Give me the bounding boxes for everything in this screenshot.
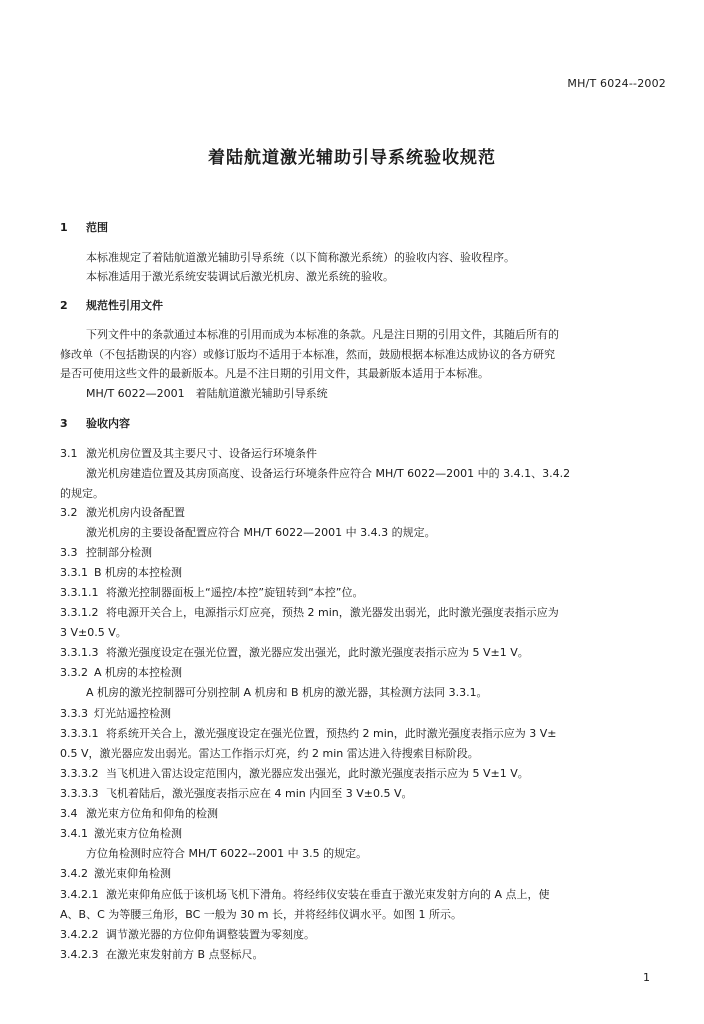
clause-line [60,566,670,580]
clause-line [60,727,670,741]
clause-number: 3.4 [60,807,78,820]
clause-number: 3 [60,417,68,430]
line-text: 当飞机进入雷达设定范围内，激光器应发出强光，此时激光强度表指示应为 5 V±1 V。 [106,767,529,780]
line-text: 修改单（不包括勘误的内容）或修订版均不适用于本标准，然而，鼓励根据本标准达成协议的各方研究 [60,348,555,361]
line-text: 激光束仰角检测 [94,867,171,880]
clause-line [60,447,670,461]
line-text: 下列文件中的条款通过本标准的引用而成为本标准的条款。凡是注日期的引用文件，其随后所有的 [86,328,559,341]
line-text: 是否可使用这些文件的最新版本。凡是不注日期的引用文件，其最新版本适用于本标准。 [60,367,489,380]
clause-line [60,807,670,821]
clause-number: 3.3.2 [60,666,88,679]
line-text: 验收内容 [86,417,130,430]
paragraph-line [86,251,670,265]
clause-number: 3.1 [60,447,78,460]
paragraph-line [60,908,670,922]
clause-number: 1 [60,221,68,234]
line-text: 将激光控制器面板上“遥控/本控”旋钮转到“本控”位。 [106,586,364,599]
paragraph-line [60,348,670,362]
line-text: 激光机房建造位置及其房顶高度、设备运行环境条件应符合 MH/T 6022—2001 中的 3.4.1、3.4.2 [86,467,571,480]
clause-number: 3.3.3 [60,707,88,720]
clause-number: 3.2 [60,506,78,519]
section-heading [60,221,670,235]
clause-line [60,888,670,902]
clause-number: 3.4.1 [60,827,88,840]
line-text: B 机房的本控检测 [94,566,183,579]
paragraph-line [60,747,670,761]
line-text: 本标准规定了着陆航道激光辅助引导系统（以下简称激光系统）的验收内容、验收程序。 [86,251,515,264]
line-text: 灯光站遥控检测 [94,707,171,720]
clause-number: 3.3.1.1 [60,586,99,599]
paragraph-line [60,626,670,640]
line-text: 激光机房位置及其主要尺寸、设备运行环境条件 [86,447,317,460]
line-text: 本标准适用于激光系统安装调试后激光机房、激光系统的验收。 [86,270,394,283]
clause-line [60,707,670,721]
line-text: 范围 [86,221,108,234]
clause-line [60,606,670,620]
line-text: A 机房的激光控制器可分别控制 A 机房和 B 机房的激光器，其检测方法同 3.3.1。 [86,686,488,699]
clause-number: 3.3 [60,546,78,559]
clause-line [60,767,670,781]
line-text: 控制部分检测 [86,546,152,559]
clause-line [60,666,670,680]
line-text: 3 V±0.5 V。 [60,626,127,639]
clause-number: 3.3.3.1 [60,727,99,740]
line-text: 激光束方位角和仰角的检测 [86,807,218,820]
clause-number: 3.4.2.1 [60,888,99,901]
clause-number: 3.3.3.2 [60,767,99,780]
line-text: 的规定。 [60,487,104,500]
clause-line [60,827,670,841]
line-text: 方位角检测时应符合 MH/T 6022--2001 中 3.5 的规定。 [86,847,368,860]
line-text: 调节激光器的方位仰角调整装置为零刻度。 [106,928,315,941]
clause-number: 3.3.3.3 [60,787,99,800]
paragraph-line [86,270,670,284]
paragraph-line [60,367,670,381]
line-text: 将系统开关合上，激光强度设定在强光位置，预热约 2 min，此时激光强度表指示应为 3 V± [106,727,557,740]
clause-number: 3.4.2 [60,867,88,880]
clause-number: 3.3.1.3 [60,646,99,659]
paragraph-line [86,847,670,861]
paragraph-line [86,328,670,342]
line-text: A、B、C 为等腰三角形，BC 一般为 30 m 长，并将经纬仪调水平。如图 1 所示。 [60,908,462,921]
clause-line [60,948,670,962]
page-number: 1 [643,971,650,984]
clause-line [60,586,670,600]
line-text: 在激光束发射前方 B 点竖标尺。 [106,948,264,961]
paragraph-line [86,387,670,401]
document-title: 着陆航道激光辅助引导系统验收规范 [208,148,496,168]
section-heading [60,299,670,313]
clause-number: 3.3.1 [60,566,88,579]
line-text: MH/T 6022—2001 着陆航道激光辅助引导系统 [86,387,328,400]
paragraph-line [86,686,670,700]
clause-number: 3.4.2.2 [60,928,99,941]
clause-number: 3.4.2.3 [60,948,99,961]
paragraph-line [86,467,670,481]
section-heading [60,417,670,431]
line-text: 激光机房的主要设备配置应符合 MH/T 6022—2001 中 3.4.3 的规定。 [86,526,436,539]
line-text: 0.5 V，激光器应发出弱光。雷达工作指示灯亮，约 2 min 雷达进入待搜索目标阶段。 [60,747,479,760]
line-text: 激光机房内设备配置 [86,506,185,519]
paragraph-line [86,526,670,540]
line-text: 激光束仰角应低于该机场飞机下滑角。将经纬仪安装在垂直于激光束发射方向的 A 点上，使 [106,888,550,901]
clause-number: 2 [60,299,68,312]
clause-line [60,506,670,520]
clause-line [60,646,670,660]
clause-line [60,787,670,801]
paragraph-line [60,487,670,501]
line-text: 飞机着陆后，激光强度表指示应在 4 min 内回至 3 V±0.5 V。 [106,787,413,800]
clause-number: 3.3.1.2 [60,606,99,619]
clause-line [60,867,670,881]
line-text: 激光束方位角检测 [94,827,182,840]
clause-line [60,928,670,942]
line-text: 将电源开关合上，电源指示灯应亮，预热 2 min，激光器发出弱光，此时激光强度表指示应为 [106,606,559,619]
line-text: A 机房的本控检测 [94,666,183,679]
line-text: 规范性引用文件 [86,299,163,312]
clause-line [60,546,670,560]
standard-code: MH/T 6024--2002 [567,77,666,90]
line-text: 将激光强度设定在强光位置，激光器应发出强光，此时激光强度表指示应为 5 V±1 V。 [106,646,529,659]
